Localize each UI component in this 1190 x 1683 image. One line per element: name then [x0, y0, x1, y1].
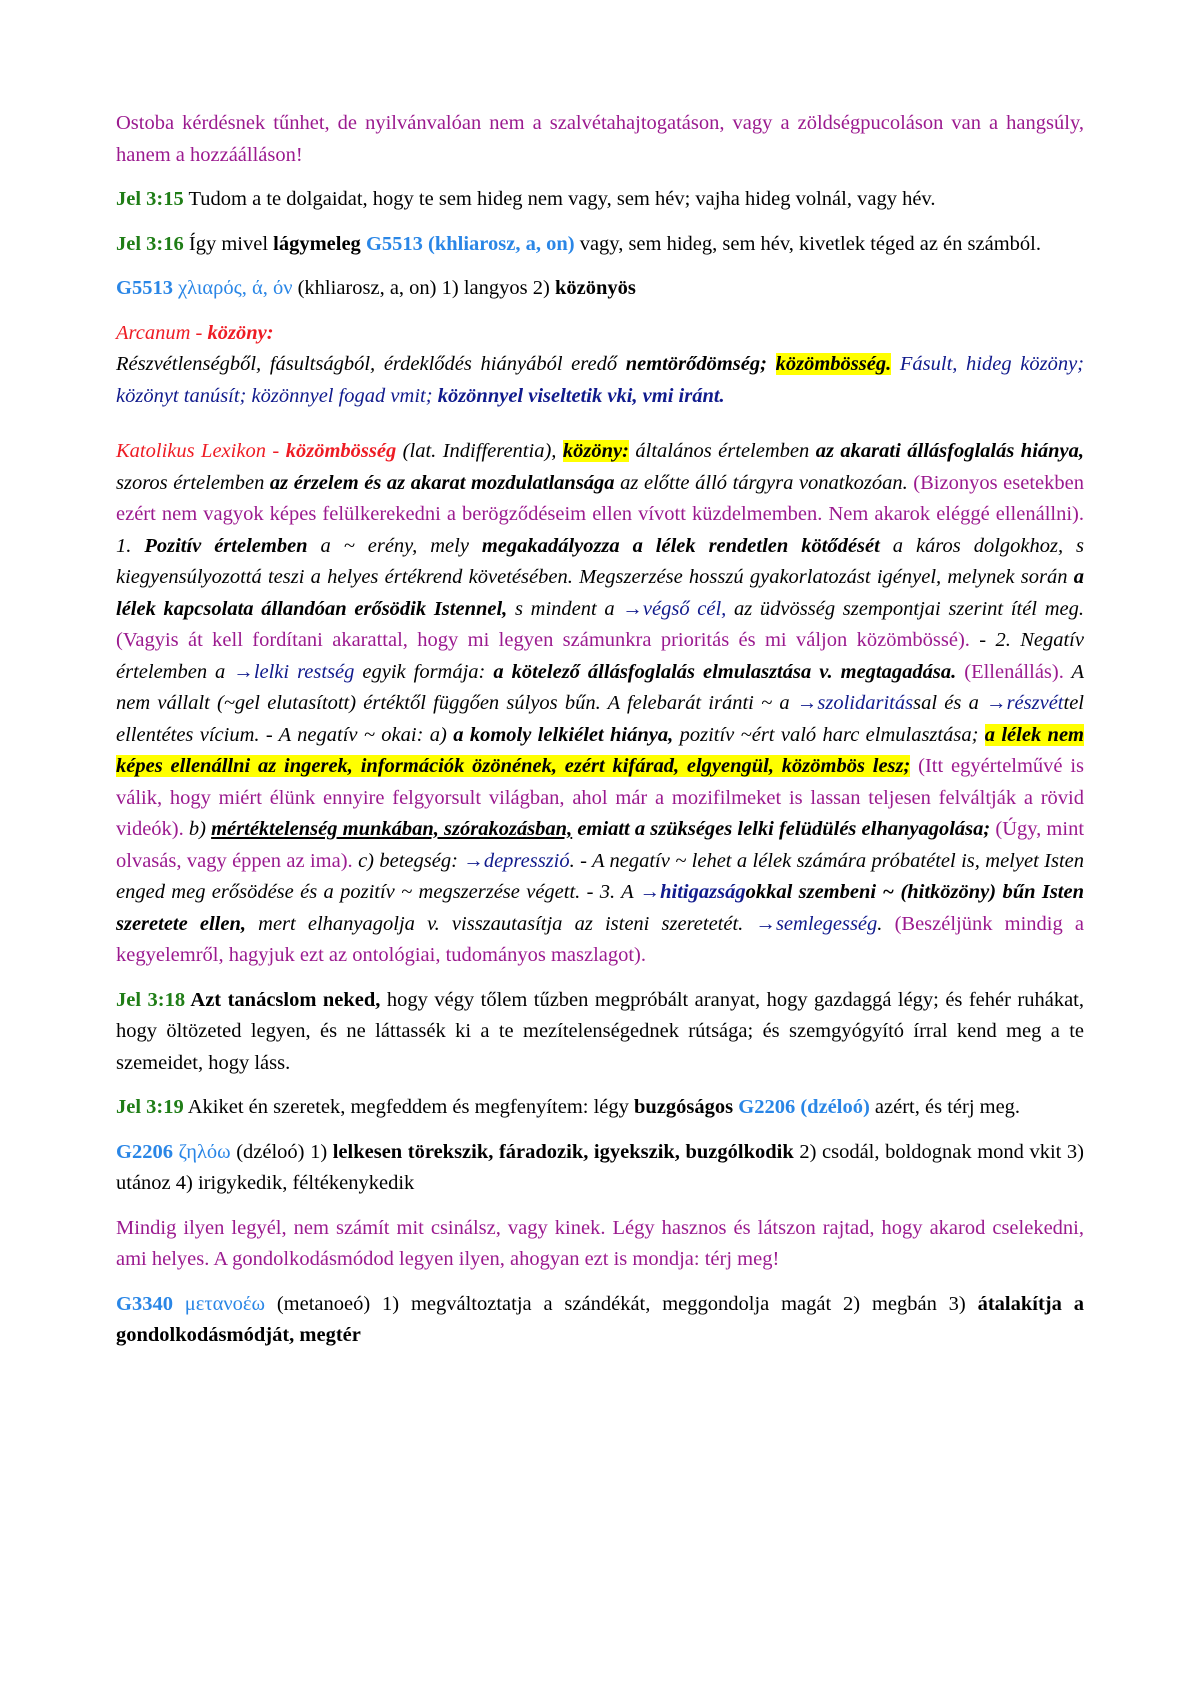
- highlight: közömbösség.: [775, 353, 892, 375]
- commentary: (Bizonyos esetekben ezért nem vagyok képes felülkerekedni a berögződéseim ellen vívott küzdelmemben. Nem akarok eléggé ellenállni).: [116, 471, 1084, 525]
- verse-ref: Jel 3:18: [116, 988, 186, 1011]
- definition-text: (dzéloó) 1): [230, 1140, 333, 1163]
- verse-text: vagy, sem hideg, sem hév, kivetlek téged az én számból.: [574, 232, 1041, 255]
- verse-text: Tudom a te dolgaidat, hogy te sem hideg nem vagy, sem hév; vajha hideg volnál, vagy hév.: [183, 188, 936, 210]
- verse-jel-3-19: [116, 1092, 1084, 1124]
- commentary: (Ellenállás).: [956, 660, 1064, 683]
- verse-ref: Jel 3:15: [116, 188, 184, 210]
- cross-ref-link[interactable]: →részvét: [986, 692, 1064, 714]
- commentary-paragraph-1: Ostoba kérdésnek tűnhet, de nyilvánvalóan nem a szalvétahajtogatáson, vagy a zöldségpucoláson van a hangsúly, hanem a hozzáálláson!: [116, 112, 1084, 166]
- keyword: Azt tanácslom neked,: [185, 988, 381, 1011]
- cross-ref-link[interactable]: →lelki restség: [233, 660, 355, 683]
- verse-text: Akiket én szeretek, megfeddem és megfenyítem: légy: [183, 1096, 635, 1118]
- strong-code: G5513: [116, 277, 179, 299]
- commentary: (Beszéljünk mindig a kegyelemről, hagyjuk ezt az ontológiai, tudományos maszlagot).: [116, 912, 1084, 966]
- cross-ref-link[interactable]: →szolidaritás: [796, 692, 914, 714]
- document-page: [116, 108, 1084, 1365]
- source-term: közöny:: [207, 321, 274, 344]
- verse-jel-3-15: [116, 184, 1084, 216]
- definition-text: (khliarosz, a, on) 1) langyos 2): [292, 277, 555, 299]
- commentary: (Úgy, mint olvasás, vagy éppen az ima).: [116, 818, 1085, 872]
- commentary-paragraph-2: Mindig ilyen legyél, nem számít mit csinálsz, vagy kinek. Légy hasznos és látszon rajtad, hogy akarod cselekedni, ami helyes. A gondolkodásmódod legyen ilyen, ahogyan ezt is mondja: térj meg!: [116, 1216, 1084, 1270]
- commentary: (Itt egyértelművé is válik, hogy miért élünk ennyire felgyorsult világban, ahol már a mozifilmeket is lassan teljesen felváltják a rövid videók).: [116, 755, 1084, 840]
- definition-text: 2) csodál, boldognak mond vkit 3) utánoz 4) irigykedik, féltékenykedik: [116, 1140, 1085, 1194]
- verse-text: azért, és térj meg.: [869, 1096, 1021, 1118]
- arcanum-heading: [116, 318, 1084, 350]
- strong-ref: G2206 (dzéloó): [733, 1096, 870, 1118]
- strong-entry-g2206: [116, 1137, 1084, 1200]
- strong-entry-g5513: [116, 273, 1084, 305]
- verse-jel-3-16: [116, 229, 1084, 261]
- greek-word: μετανοέω: [184, 1292, 265, 1315]
- cross-ref-link[interactable]: →semlegesség: [755, 912, 878, 935]
- greek-word: χλιαρός, ά, όν: [178, 277, 293, 299]
- strong-code: G3340: [116, 1292, 185, 1315]
- definition-keyword: átalakítja a gondolkodásmódját, megtér: [116, 1292, 1084, 1346]
- cross-ref-link[interactable]: →végső cél,: [622, 597, 727, 620]
- commentary: (Vagyis át kell fordítani akarattal, hogy mi legyen számunkra prioritás és mi váljon közömbössé).: [116, 629, 970, 651]
- source-label: Katolikus Lexikon -: [116, 440, 286, 462]
- verse-ref: Jel 3:19: [116, 1096, 184, 1118]
- highlight: közöny:: [562, 440, 629, 462]
- strong-code: G2206: [116, 1140, 179, 1163]
- source-label: Arcanum -: [116, 321, 208, 344]
- keyword: lágymeleg: [273, 232, 361, 255]
- arcanum-definition: Részvétlenségből, fásultságból, érdeklődés hiányából eredő nemtörődömség; közömbösség. Fásult, hideg közöny; közönyt tanúsít; közönnyel fogad vmit; közönnyel viseltetik vki, vmi iránt.: [116, 353, 1084, 407]
- definition-text: (metanoeó) 1) megváltoztatja a szándékát, meggondolja magát 2) megbán 3): [265, 1292, 978, 1315]
- definition-keyword: lelkesen törekszik, fáradozik, igyekszik, buzgólkodik: [332, 1140, 794, 1163]
- cross-ref-link[interactable]: →hitigazság: [639, 881, 746, 903]
- definition-keyword: közönyös: [554, 277, 636, 299]
- cross-ref-link[interactable]: →depresszió: [463, 849, 570, 872]
- verse-jel-3-18: [116, 985, 1084, 1080]
- katolikus-lexikon-entry: Katolikus Lexikon - közömbösség (lat. Indifferentia), közöny: általános értelemben az akarati állásfoglalás hiánya, szoros értelemben az érzelem és az akarat mozdulatlansága az előtte álló tárgyra vonatkozóan. (Bizonyos esetekben ezért nem vagyok képes felülkerekedni a berögződéseim ellen vívott küzdelmemben. Nem akarok eléggé ellenállni). 1. Pozitív értelemben a ~ erény, mely megakadályozza a lélek rendetlen kötődését a káros dolgokhoz, s kiegyensúlyozottá teszi a helyes értékrend követésében. Megszerzése hosszú gyakorlatozást igényel, melynek során a lélek kapcsolata állandóan erősödik Istennel, s mindent a →végső cél, az üdvösség szempontjai szerint ítél meg. (Vagyis át kell fordítani akarattal, hogy mi legyen számunkra prioritás és mi váljon közömbössé). - 2. Negatív értelemben a →lelki restség egyik formája: a kötelező állásfoglalás elmulasztása v. megtagadása. (Ellenállás). A nem vállalt (~gel elutasított) értéktől függően súlyos bűn. A felebarát iránti ~ a →szolidaritással és a →részvéttel ellentétes vícium. - A negatív ~ okai: a) a komoly lelkiélet hiánya, pozitív ~ért való harc elmulasztása; a lélek nem képes ellenállni az ingerek, információk özönének, ezért kifárad, elgyengül, közömbös lesz; (Itt egyértelművé is válik, hogy miért élünk ennyire felgyorsult világban, ahol már a mozifilmeket is lassan teljesen felváltják a rövid videók). b) mértéktelenség munkában, szórakozásban, emiatt a szükséges lelki felüdülés elhanyagolása; (Úgy, mint olvasás, vagy éppen az ima). c) betegség: →depresszió. - A negatív ~ lehet a lélek számára próbatétel is, melyet Isten enged meg erősödése és a pozitív ~ megszerzése végett. - 3. A →hitigazságokkal szembeni ~ (hitközöny) bűn Isten szeretete ellen, mert elhanyagolja v. visszautasítja az isteni szeretetét. →semlegesség. (Beszéljünk mindig a kegyelemről, hagyjuk ezt az ontológiai, tudományos maszlagot).: [116, 440, 1085, 966]
- source-term: közömbösség: [285, 440, 397, 462]
- verse-text: hogy végy tőlem tűzben megpróbált aranyat, hogy gazdaggá légy; és fehér ruhákat, hogy öltözeted legyen, és ne láttassék ki a te mezítelenségednek rútsága; és szemgyógyító írral kend meg a te szemeidet, hogy láss.: [116, 988, 1084, 1074]
- verse-text: Így mivel: [183, 232, 274, 255]
- greek-word: ζηλόω: [178, 1140, 231, 1163]
- highlight: a lélek nem képes ellenállni az ingerek, információk özönének, ezért kifárad, elgyengül, közömbös lesz;: [116, 723, 1084, 777]
- verse-ref: Jel 3:16: [116, 232, 184, 255]
- strong-ref: G5513 (khliarosz, a, on): [360, 232, 575, 255]
- strong-entry-g3340: [116, 1289, 1084, 1352]
- keyword: buzgóságos: [634, 1096, 734, 1118]
